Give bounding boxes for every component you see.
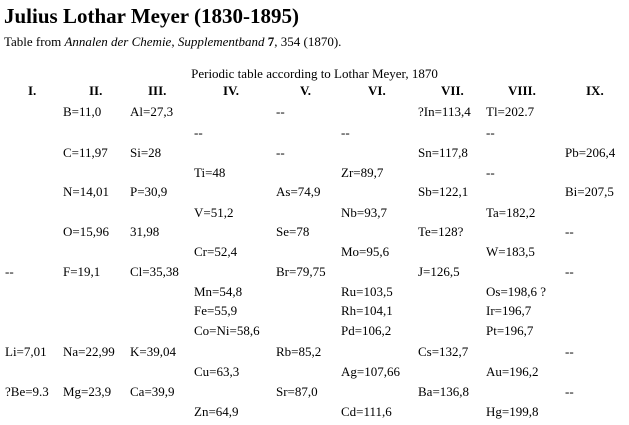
citation-separator: , <box>171 34 178 49</box>
element-cell: Cd=111,6 <box>341 404 392 419</box>
element-cell: -- <box>565 224 574 239</box>
element-cell: Bi=207,5 <box>565 184 614 199</box>
element-cell: Ir=196,7 <box>486 303 532 318</box>
element-cell: 31,98 <box>130 224 160 239</box>
element-cell: Pt=196,7 <box>486 323 534 338</box>
element-cell: Rb=85,2 <box>276 344 322 359</box>
element-cell: Rh=104,1 <box>341 303 393 318</box>
element-cell: N=14,01 <box>63 184 109 199</box>
element-cell: Nb=93,7 <box>341 205 387 220</box>
element-cell: Pb=206,4 <box>565 145 616 160</box>
element-cell: Cl=35,38 <box>130 264 179 279</box>
element-cell: Ag=107,66 <box>341 364 400 379</box>
column-header-1: I. <box>28 83 37 98</box>
element-cell: P=30,9 <box>130 184 168 199</box>
element-cell: Co=Ni=58,6 <box>194 323 260 338</box>
element-cell: Zr=89,7 <box>341 165 384 180</box>
element-cell: Pd=106,2 <box>341 323 392 338</box>
element-cell: ?In=113,4 <box>418 104 471 119</box>
element-cell: Na=22,99 <box>63 344 115 359</box>
column-header-2: II. <box>89 83 103 98</box>
element-cell: Fe=55,9 <box>194 303 238 318</box>
journal-name: Annalen der Chemie <box>64 34 172 49</box>
element-cell: Ca=39,9 <box>130 384 175 399</box>
element-cell: V=51,2 <box>194 205 234 220</box>
element-cell: C=11,97 <box>63 145 108 160</box>
source-citation <box>4 34 341 50</box>
citation-prefix: Table from <box>4 34 65 49</box>
element-cell: Sn=117,8 <box>418 145 468 160</box>
element-cell: Al=27,3 <box>130 104 174 119</box>
element-cell: Tl=202.7 <box>486 104 535 119</box>
element-cell: Zn=64,9 <box>194 404 239 419</box>
element-cell: Sr=87,0 <box>276 384 318 399</box>
element-cell: Cr=52,4 <box>194 244 238 259</box>
element-cell: W=183,5 <box>486 244 535 259</box>
element-cell: Sb=122,1 <box>418 184 469 199</box>
element-cell: Se=78 <box>276 224 310 239</box>
column-header-4: IV. <box>223 83 240 98</box>
column-header-7: VII. <box>441 83 464 98</box>
volume-number: 7 <box>267 34 275 49</box>
element-cell: -- <box>565 264 574 279</box>
element-cell: Ru=103,5 <box>341 284 393 299</box>
element-cell: -- <box>5 264 14 279</box>
column-header-3: III. <box>148 83 167 98</box>
element-cell: -- <box>565 344 574 359</box>
element-cell: Te=128? <box>418 224 464 239</box>
element-cell: -- <box>486 125 495 140</box>
element-cell: Mg=23,9 <box>63 384 112 399</box>
element-cell: Au=196,2 <box>486 364 539 379</box>
element-cell: Mo=95,6 <box>341 244 390 259</box>
element-cell: Li=7,01 <box>5 344 47 359</box>
element-cell: Br=79,75 <box>276 264 326 279</box>
element-cell: F=19,1 <box>63 264 101 279</box>
element-cell: K=39,04 <box>130 344 176 359</box>
element-cell: Ba=136,8 <box>418 384 470 399</box>
element-cell: Si=28 <box>130 145 162 160</box>
element-cell: -- <box>486 165 495 180</box>
element-cell: Cs=132,7 <box>418 344 469 359</box>
element-cell: J=126,5 <box>418 264 460 279</box>
element-cell: As=74,9 <box>276 184 321 199</box>
element-cell: Ti=48 <box>194 165 226 180</box>
table-caption: Periodic table according to Lothar Meyer, 1870 <box>191 66 438 81</box>
page-title: Julius Lothar Meyer (1830-1895) <box>4 4 299 28</box>
column-header-8: VIII. <box>508 83 536 98</box>
element-cell: -- <box>276 104 285 119</box>
element-cell: -- <box>565 384 574 399</box>
element-cell: B=11,0 <box>63 104 102 119</box>
column-header-9: IX. <box>586 83 604 98</box>
element-cell: Ta=182,2 <box>486 205 536 220</box>
column-header-5: V. <box>300 83 311 98</box>
supplement-label: Supplementband <box>177 34 265 49</box>
element-cell: -- <box>194 125 203 140</box>
column-header-6: VI. <box>368 83 386 98</box>
element-cell: -- <box>341 125 350 140</box>
element-cell: Os=198,6 ? <box>486 284 547 299</box>
element-cell: ?Be=9.3 <box>5 384 49 399</box>
element-cell: -- <box>276 145 285 160</box>
element-cell: O=15,96 <box>63 224 109 239</box>
citation-suffix: , 354 (1870). <box>274 34 342 49</box>
element-cell: Mn=54,8 <box>194 284 243 299</box>
element-cell: Hg=199,8 <box>486 404 539 419</box>
element-cell: Cu=63,3 <box>194 364 240 379</box>
